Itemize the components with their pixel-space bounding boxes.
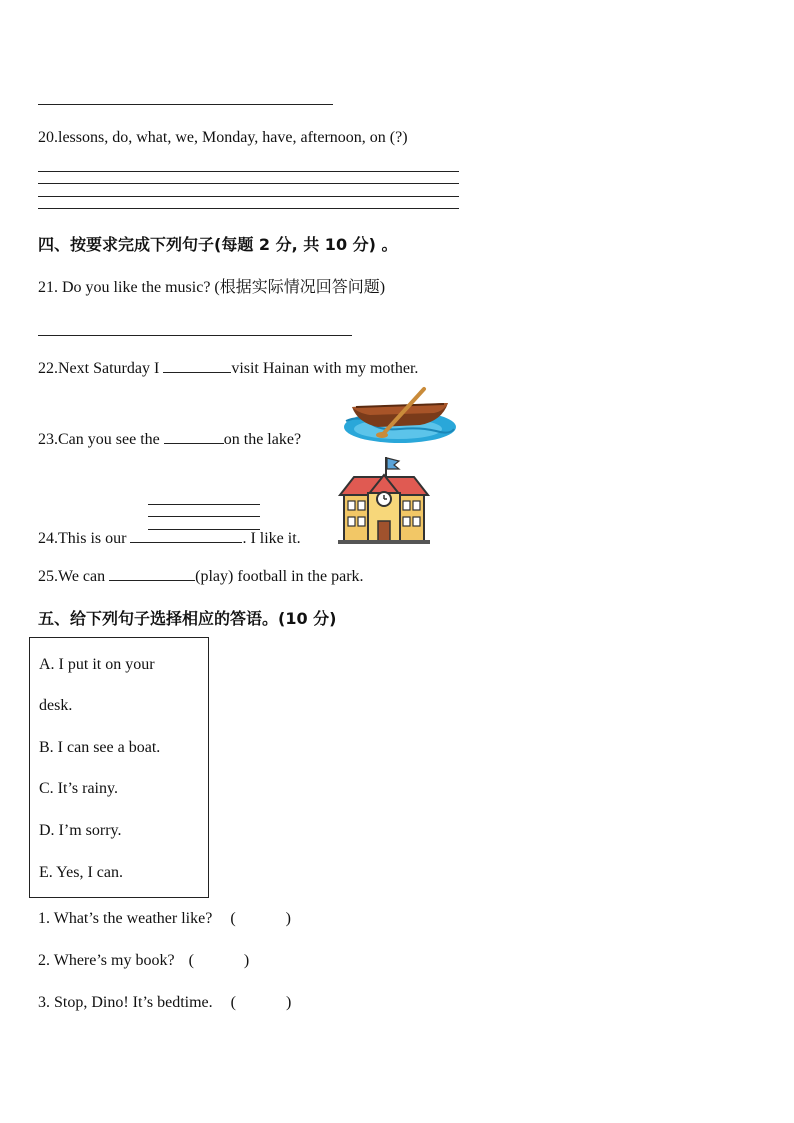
matching-question-2-text: 2. Where’s my book?: [38, 952, 175, 969]
section-5-heading: 五、给下列句子选择相应的答语。(10 分): [38, 609, 337, 628]
blank-23[interactable]: [164, 429, 224, 444]
question-24-start: 24.This is our: [38, 530, 127, 547]
blank-25[interactable]: [109, 566, 195, 581]
matching-question-1-text: 1. What’s the weather like?: [38, 910, 213, 927]
choice-b: B. I can see a boat.: [39, 739, 161, 756]
question-23-start: 23.Can you see the: [38, 431, 160, 448]
choice-c: C. It’s rainy.: [39, 780, 118, 797]
boat-on-lake-image: [340, 385, 458, 447]
matching-question-3-text: 3. Stop, Dino! It’s bedtime.: [38, 994, 213, 1011]
answer-line-19: [38, 104, 333, 105]
matching-question-3: [38, 994, 291, 1012]
question-22: [38, 358, 418, 378]
answer-line-20b: [38, 183, 459, 184]
answer-line-20a: [38, 171, 459, 172]
question-21: 21. Do you like the music? (根据实际情况回答问题): [38, 279, 386, 296]
answer-paren-3[interactable]: ( ): [230, 994, 292, 1011]
question-22-end: visit Hainan with my mother.: [231, 360, 419, 377]
school-building-image: [336, 455, 432, 545]
choice-a-line-2: desk.: [39, 697, 73, 714]
question-23-end: on the lake?: [223, 431, 302, 448]
blank-24[interactable]: [130, 528, 242, 543]
answer-choices-box: [29, 637, 209, 898]
answer-line-24a: [148, 504, 260, 505]
answer-line-20c: [38, 196, 459, 197]
question-24-end: . I like it.: [242, 530, 301, 547]
answer-line-24b: [148, 516, 260, 517]
blank-22[interactable]: [163, 358, 231, 373]
matching-question-1: [38, 910, 291, 928]
answer-paren-2[interactable]: ( ): [188, 952, 250, 969]
choice-d: D. I’m sorry.: [39, 822, 122, 839]
question-22-start: 22.Next Saturday I: [38, 360, 160, 377]
choice-a-line-1: A. I put it on your: [39, 656, 155, 673]
question-20: 20.lessons, do, what, we, Monday, have, afternoon, on (?): [38, 129, 408, 146]
matching-question-2: [38, 952, 249, 970]
question-23: [38, 429, 301, 449]
question-25-end: (play) football in the park.: [195, 568, 364, 585]
answer-line-20d: [38, 208, 459, 209]
answer-line-21: [38, 335, 352, 336]
choice-e: E. Yes, I can.: [39, 864, 123, 881]
question-24: [38, 528, 301, 548]
section-4-heading: 四、按要求完成下列句子(每题 2 分, 共 10 分) 。: [38, 235, 398, 254]
question-25-start: 25.We can: [38, 568, 106, 585]
answer-paren-1[interactable]: ( ): [230, 910, 291, 927]
question-25: [38, 566, 364, 586]
